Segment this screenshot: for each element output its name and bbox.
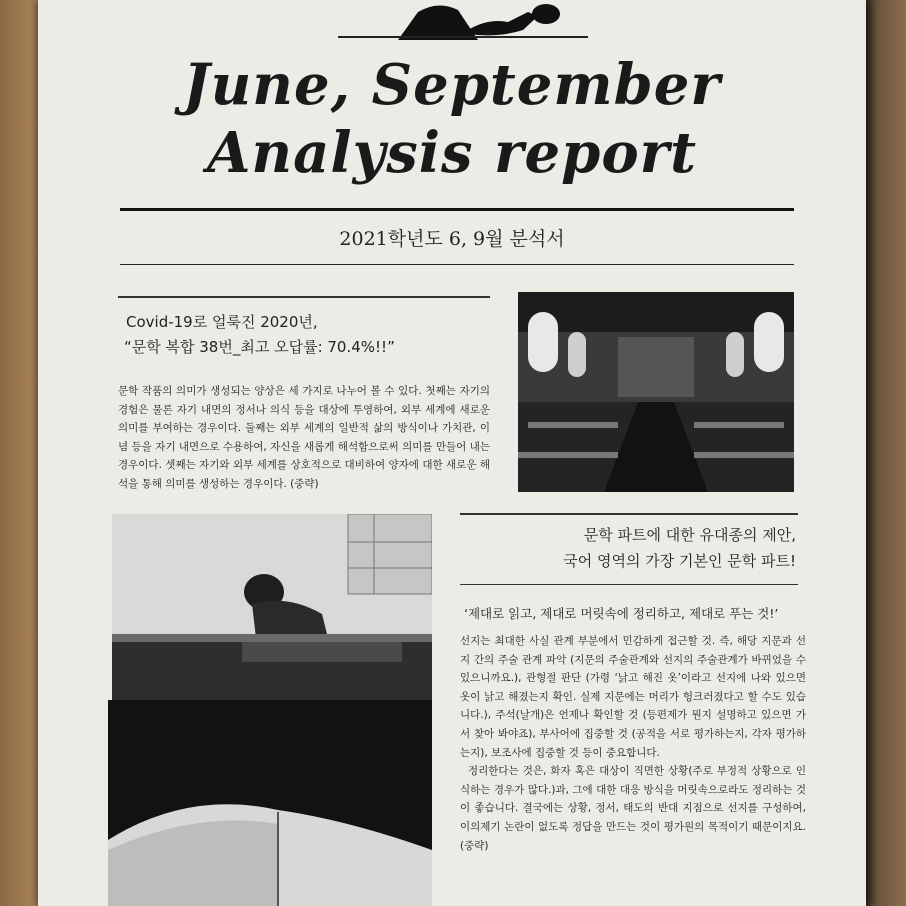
page-subtitle: 2021학년도 6, 9월 분석서	[339, 228, 565, 250]
subtitle-rule	[120, 264, 794, 265]
magazine-page	[38, 0, 866, 906]
detective-hat-pipe-logo	[378, 0, 598, 40]
left-headline-rule	[118, 296, 490, 298]
right-body-paragraph-1: 선지는 최대한 사실 관계 부분에서 민감하게 접근할 것. 즉, 해당 지문과 선지 간의 주술 관계 파악 (지문의 주술관계와 선지의 주술관계가 바뀌었을 수 있으니까요.), 관형절 판단 (가령 ‘낡고 해진 옷’이라고 선지에 나와 있으면 옷이 낡고 해졌는지 확인. 실제 지문에는 머리가 헝크러졌다고 할 수도 있습니다.), 주석(날개)은 언제나 확인할 것 (등편제가 뭔지 설명하고 있으면 가서 찾아 봐야죠), 부사어에 집중할 것 (공적을 서로 평가하는지, 각자 평가하는지), 보조사에 집중할 것 등이 중요합니다.	[460, 635, 806, 759]
right-headline-rule-bottom	[460, 584, 798, 585]
wooden-table-edge	[866, 0, 906, 906]
pull-quote: ‘제대로 읽고, 제대로 머릿속에 정리하고, 제대로 푸는 것!’	[464, 606, 779, 621]
title-line-2: Analysis report	[206, 120, 698, 186]
right-headline-rule-top	[460, 513, 798, 515]
left-headline-line-2: “문학 복합 38번_최고 오답률: 70.4%!!”	[124, 338, 395, 356]
library-reading-room-photo	[518, 292, 794, 492]
left-headline-line-1: Covid-19로 얼룩진 2020년,	[126, 313, 318, 331]
studying-student-photo	[112, 514, 432, 700]
title-line-1: June, September	[183, 52, 721, 118]
open-book-photo	[108, 700, 432, 906]
logo-underline	[338, 36, 588, 38]
right-body-text	[460, 632, 806, 855]
right-headline-line-1: 문학 파트에 대한 유대종의 제안,	[583, 526, 796, 544]
right-headline-line-2: 국어 영역의 가장 기본인 문학 파트!	[563, 552, 796, 570]
left-body-text: 문학 작품의 의미가 생성되는 양상은 세 가지로 나누어 볼 수 있다. 첫째는 자기의 경험은 물론 자기 내면의 정서나 의식 등을 대상에 투영하여, 외부 세계에 새로운 의미를 부여하는 경우이다. 둘째는 외부 세계의 일반적 삶의 방식이나 가치관, 이념 등을 자기 내면으로 수용하여, 자신을 새롭게 해석함으로써 의미를 만들어 내는 경우이다. 셋째는 자기와 외부 세계를 상호적으로 대비하여 양자에 대한 새로운 해석을 통해 의미를 생성하는 경우이다. (중략)	[118, 385, 490, 490]
right-body-paragraph-2: 정리한다는 것은, 화자 혹은 대상이 직면한 상황(주로 부정적 상황으로 인식하는 경우가 많다.)과, 그에 대한 대응 방식을 머릿속으로라도 정리하는 것이 좋습니다. 결국에는 상황, 정서, 태도의 반대 지점으로 선지를 구성하여, 이의제기 논란이 없도록 정답을 만드는 것이 평가원의 목적이기 때문이지요. (중략)	[460, 765, 806, 852]
title-rule	[120, 208, 794, 211]
